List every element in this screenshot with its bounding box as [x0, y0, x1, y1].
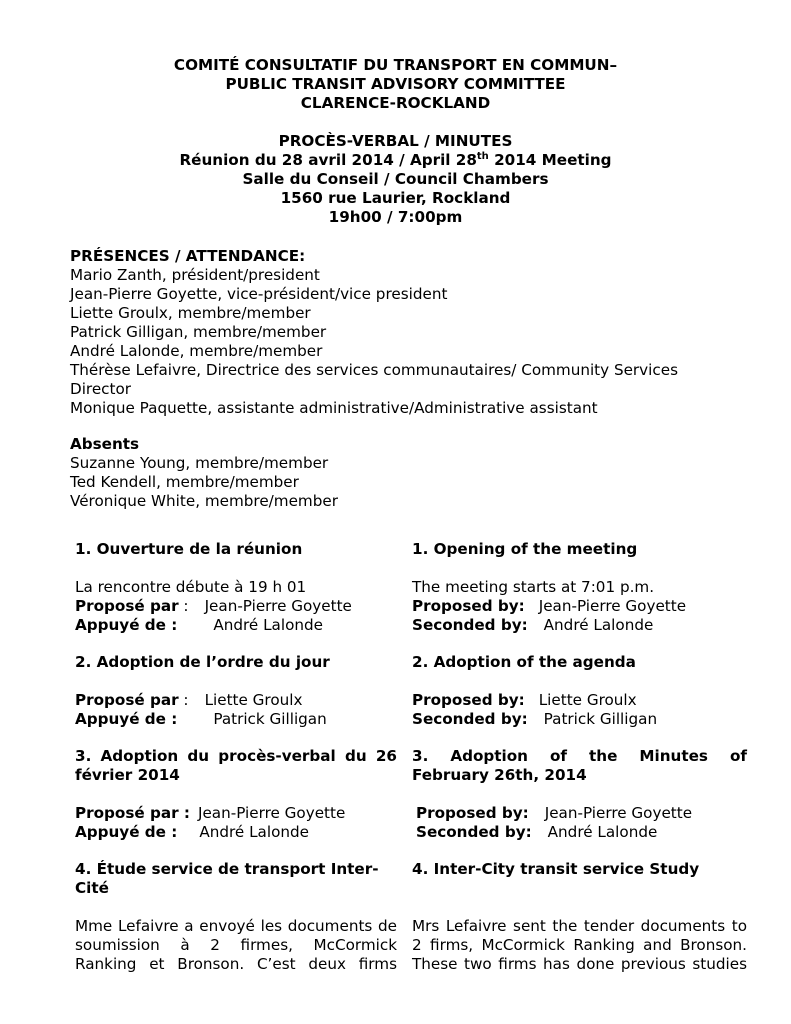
- meeting-address: 1560 rue Laurier, Rockland: [280, 189, 511, 207]
- item1-text-en: The meeting starts at 7:01 p.m.: [412, 578, 655, 596]
- attendance-title: PRÉSENCES / ATTENDANCE:: [70, 247, 306, 265]
- item3-en: [412, 747, 747, 842]
- item1-seconded-en: Seconded by: André Lalonde: [412, 616, 654, 634]
- item4-text-en-line: Mrs Lefaivre sent the tender documents to: [412, 917, 747, 935]
- item2-seconded-en: Seconded by: Patrick Gilligan: [412, 710, 658, 728]
- item4-fr: [75, 860, 397, 974]
- item3-title-en-cont: February 26th, 2014: [412, 766, 587, 784]
- committee-title-en: PUBLIC TRANSIT ADVISORY COMMITTEE: [225, 75, 566, 93]
- item2-seconded-fr: Appuyé de : Patrick Gilligan: [75, 710, 327, 728]
- attendee: Monique Paquette, assistante administrative/Administrative assistant: [70, 399, 598, 417]
- item4-text-fr-line: Mme Lefaivre a envoyé les documents de: [75, 917, 397, 935]
- item4-text-fr-line: soumission à 2 firmes, McCormick: [75, 936, 397, 954]
- item2-en: [412, 653, 747, 729]
- item1-title-fr: 1. Ouverture de la réunion: [75, 540, 303, 558]
- item3-title-fr-cont: février 2014: [75, 766, 180, 784]
- attendee: Mario Zanth, président/president: [70, 266, 320, 284]
- minutes-title: PROCÈS-VERBAL / MINUTES: [278, 132, 513, 150]
- item4-text-en-line: These two firms has done previous studies: [412, 955, 747, 973]
- absents-section: [70, 435, 750, 511]
- item3-proposed-en: Proposed by: Jean-Pierre Goyette: [416, 804, 693, 822]
- municipality: CLARENCE-ROCKLAND: [300, 94, 491, 112]
- attendance-section: [70, 247, 750, 418]
- item2-proposed-en: Proposed by: Liette Groulx: [412, 691, 637, 709]
- item2-title-en: 2. Adoption of the agenda: [412, 653, 636, 671]
- attendee: André Lalonde, membre/member: [70, 342, 323, 360]
- item3-seconded-en: Seconded by: André Lalonde: [416, 823, 658, 841]
- item2-fr: [75, 653, 397, 729]
- absentee: Ted Kendell, membre/member: [70, 473, 299, 491]
- meeting-date: Réunion du 28 avril 2014 / April 28th 2014 Meeting: [179, 151, 612, 169]
- item1-seconded-fr: Appuyé de : André Lalonde: [75, 616, 323, 634]
- attendee: Liette Groulx, membre/member: [70, 304, 311, 322]
- item1-fr: [75, 540, 397, 635]
- item3-fr: [75, 747, 397, 842]
- item4-title-fr: 4. Étude service de transport Inter-: [75, 860, 379, 878]
- item3-proposed-fr: Proposé par : Jean-Pierre Goyette: [75, 804, 346, 822]
- absentee: Véronique White, membre/member: [70, 492, 338, 510]
- item2-title-fr: 2. Adoption de l’ordre du jour: [75, 653, 330, 671]
- committee-title-fr: COMITÉ CONSULTATIF DU TRANSPORT EN COMMUN–: [173, 56, 618, 74]
- item2-proposed-fr: Proposé par : Liette Groulx: [75, 691, 303, 709]
- item1-proposed-fr: Proposé par : Jean-Pierre Goyette: [75, 597, 352, 615]
- document-header: [0, 56, 791, 227]
- attendee-continued: Director: [70, 380, 132, 398]
- attendee: Jean-Pierre Goyette, vice-président/vice president: [70, 285, 448, 303]
- item4-text-fr-line: Ranking et Bronson. C’est deux firms: [75, 955, 397, 973]
- absents-title: Absents: [70, 435, 140, 453]
- item3-title-fr: 3. Adoption du procès-verbal du 26: [75, 747, 397, 765]
- attendee: Patrick Gilligan, membre/member: [70, 323, 327, 341]
- item4-title-fr-cont: Cité: [75, 879, 109, 897]
- item4-en: [412, 860, 747, 974]
- item3-title-en: 3. Adoption of the Minutes of: [412, 747, 747, 765]
- attendee: Thérèse Lefaivre, Directrice des services communautaires/ Community Services: [70, 361, 678, 379]
- item1-en: [412, 540, 747, 635]
- item3-seconded-fr: Appuyé de : André Lalonde: [75, 823, 309, 841]
- absentee: Suzanne Young, membre/member: [70, 454, 329, 472]
- item1-proposed-en: Proposed by: Jean-Pierre Goyette: [412, 597, 687, 615]
- item4-title-en: 4. Inter-City transit service Study: [412, 860, 700, 878]
- meeting-location: Salle du Conseil / Council Chambers: [242, 170, 549, 188]
- item1-text-fr: La rencontre débute à 19 h 01: [75, 578, 307, 596]
- item4-text-en-line: 2 firms, McCormick Ranking and Bronson.: [412, 936, 747, 954]
- item1-title-en: 1. Opening of the meeting: [412, 540, 638, 558]
- meeting-time: 19h00 / 7:00pm: [328, 208, 463, 226]
